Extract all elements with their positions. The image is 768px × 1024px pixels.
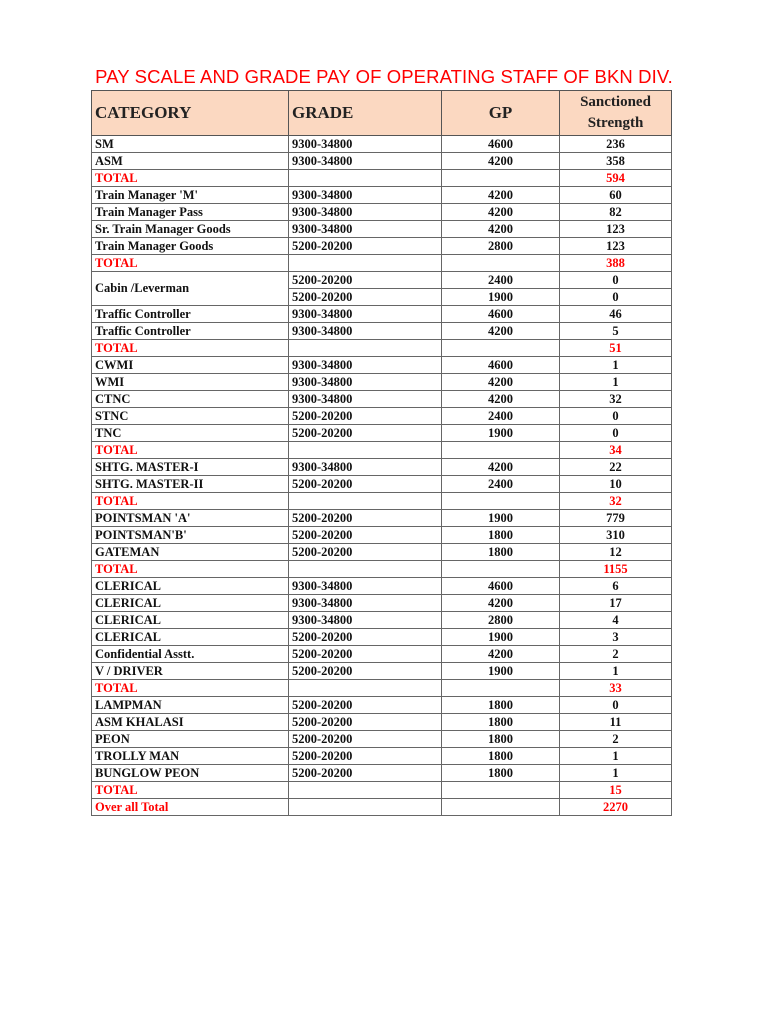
table-row (92, 663, 672, 680)
grade-cell: 9300-34800 (289, 391, 442, 408)
category-cell: TOTAL (92, 255, 289, 272)
category-cell: TROLLY MAN (92, 748, 289, 765)
category-cell: V / DRIVER (92, 663, 289, 680)
category-cell: BUNGLOW PEON (92, 765, 289, 782)
grade-cell: 9300-34800 (289, 595, 442, 612)
category-cell: ASM (92, 153, 289, 170)
gp-cell: 4200 (442, 459, 560, 476)
strength-cell: 1155 (560, 561, 672, 578)
gp-cell: 4200 (442, 595, 560, 612)
strength-cell: 0 (560, 272, 672, 289)
grade-cell (289, 799, 442, 816)
gp-cell: 1900 (442, 425, 560, 442)
grade-cell: 9300-34800 (289, 306, 442, 323)
category-cell: SHTG. MASTER-II (92, 476, 289, 493)
table-row (92, 578, 672, 595)
table-row (92, 442, 672, 459)
strength-cell: 17 (560, 595, 672, 612)
grade-cell (289, 561, 442, 578)
category-cell: TOTAL (92, 442, 289, 459)
gp-cell: 4200 (442, 187, 560, 204)
table-row (92, 646, 672, 663)
category-cell: TOTAL (92, 782, 289, 799)
grade-cell: 5200-20200 (289, 476, 442, 493)
gp-cell: 1900 (442, 663, 560, 680)
strength-cell: 388 (560, 255, 672, 272)
strength-cell: 123 (560, 238, 672, 255)
table-row (92, 391, 672, 408)
strength-cell: 358 (560, 153, 672, 170)
strength-cell: 594 (560, 170, 672, 187)
grade-cell: 5200-20200 (289, 544, 442, 561)
strength-cell: 22 (560, 459, 672, 476)
gp-cell (442, 680, 560, 697)
grade-cell (289, 442, 442, 459)
grade-cell (289, 255, 442, 272)
grade-cell: 9300-34800 (289, 578, 442, 595)
strength-cell: 34 (560, 442, 672, 459)
grade-cell: 5200-20200 (289, 425, 442, 442)
table-row (92, 612, 672, 629)
table-row (92, 204, 672, 221)
table-row (92, 765, 672, 782)
category-cell: CLERICAL (92, 629, 289, 646)
category-cell: Train Manager Pass (92, 204, 289, 221)
strength-cell: 32 (560, 493, 672, 510)
table-row (92, 731, 672, 748)
category-cell: CWMI (92, 357, 289, 374)
category-cell: Cabin /Leverman (92, 272, 289, 306)
gp-cell: 1800 (442, 748, 560, 765)
table-row (92, 527, 672, 544)
table-row (92, 629, 672, 646)
grade-cell: 9300-34800 (289, 374, 442, 391)
category-cell: Traffic Controller (92, 306, 289, 323)
category-cell: CTNC (92, 391, 289, 408)
strength-cell: 1 (560, 663, 672, 680)
gp-cell (442, 782, 560, 799)
header-sanctioned-strength (560, 91, 672, 136)
table-row (92, 323, 672, 340)
strength-cell: 32 (560, 391, 672, 408)
table-row (92, 459, 672, 476)
grade-cell: 5200-20200 (289, 663, 442, 680)
table-row (92, 153, 672, 170)
table-row (92, 799, 672, 816)
table-row (92, 476, 672, 493)
gp-cell: 4200 (442, 391, 560, 408)
grade-cell: 5200-20200 (289, 272, 442, 289)
table-body (92, 136, 672, 816)
strength-cell: 236 (560, 136, 672, 153)
grade-cell (289, 170, 442, 187)
strength-cell: 0 (560, 697, 672, 714)
strength-cell: 12 (560, 544, 672, 561)
category-cell: TOTAL (92, 340, 289, 357)
strength-cell: 0 (560, 289, 672, 306)
gp-cell: 1800 (442, 544, 560, 561)
grade-cell: 9300-34800 (289, 323, 442, 340)
gp-cell: 2800 (442, 238, 560, 255)
grade-cell: 5200-20200 (289, 646, 442, 663)
strength-cell: 51 (560, 340, 672, 357)
strength-cell: 2270 (560, 799, 672, 816)
grade-cell: 5200-20200 (289, 408, 442, 425)
grade-cell (289, 493, 442, 510)
grade-cell: 5200-20200 (289, 697, 442, 714)
table-row (92, 425, 672, 442)
category-cell: GATEMAN (92, 544, 289, 561)
grade-cell: 9300-34800 (289, 153, 442, 170)
grade-cell: 5200-20200 (289, 629, 442, 646)
strength-cell: 3 (560, 629, 672, 646)
table-row (92, 170, 672, 187)
category-cell: TOTAL (92, 493, 289, 510)
category-cell: PEON (92, 731, 289, 748)
strength-cell: 11 (560, 714, 672, 731)
category-cell: Over all Total (92, 799, 289, 816)
gp-cell: 4200 (442, 221, 560, 238)
gp-cell: 1800 (442, 731, 560, 748)
category-cell: TOTAL (92, 680, 289, 697)
category-cell: POINTSMAN'B' (92, 527, 289, 544)
grade-cell: 5200-20200 (289, 714, 442, 731)
gp-cell (442, 493, 560, 510)
table-row (92, 374, 672, 391)
strength-cell: 33 (560, 680, 672, 697)
grade-cell: 5200-20200 (289, 748, 442, 765)
table-row (92, 238, 672, 255)
grade-cell: 5200-20200 (289, 238, 442, 255)
category-cell: Sr. Train Manager Goods (92, 221, 289, 238)
table-row (92, 255, 672, 272)
table-row (92, 595, 672, 612)
strength-cell: 1 (560, 748, 672, 765)
category-cell: Traffic Controller (92, 323, 289, 340)
grade-cell: 9300-34800 (289, 136, 442, 153)
table-row (92, 306, 672, 323)
grade-cell (289, 340, 442, 357)
gp-cell: 4600 (442, 136, 560, 153)
gp-cell: 2400 (442, 272, 560, 289)
gp-cell: 2400 (442, 476, 560, 493)
category-cell: Train Manager 'M' (92, 187, 289, 204)
strength-cell: 123 (560, 221, 672, 238)
table-row (92, 357, 672, 374)
strength-cell: 4 (560, 612, 672, 629)
gp-cell: 1800 (442, 765, 560, 782)
gp-cell: 1900 (442, 629, 560, 646)
category-cell: STNC (92, 408, 289, 425)
header-grade: GRADE (289, 91, 442, 136)
gp-cell: 4200 (442, 204, 560, 221)
grade-cell: 9300-34800 (289, 612, 442, 629)
strength-cell: 15 (560, 782, 672, 799)
category-cell: TOTAL (92, 170, 289, 187)
strength-cell: 10 (560, 476, 672, 493)
header-gp: GP (442, 91, 560, 136)
strength-cell: 6 (560, 578, 672, 595)
header-strength-line1: Sanctioned (580, 94, 651, 110)
gp-cell (442, 442, 560, 459)
category-cell: POINTSMAN 'A' (92, 510, 289, 527)
table-row (92, 714, 672, 731)
category-cell: SM (92, 136, 289, 153)
gp-cell: 4200 (442, 646, 560, 663)
category-cell: TOTAL (92, 561, 289, 578)
gp-cell: 4200 (442, 323, 560, 340)
grade-cell: 5200-20200 (289, 731, 442, 748)
gp-cell: 2400 (442, 408, 560, 425)
category-cell: CLERICAL (92, 612, 289, 629)
category-cell: CLERICAL (92, 595, 289, 612)
category-cell: CLERICAL (92, 578, 289, 595)
strength-cell: 60 (560, 187, 672, 204)
header-category: CATEGORY (92, 91, 289, 136)
category-cell: SHTG. MASTER-I (92, 459, 289, 476)
page-title: PAY SCALE AND GRADE PAY OF OPERATING STAFF OF BKN DIV. (95, 66, 673, 87)
category-cell: ASM KHALASI (92, 714, 289, 731)
grade-cell: 9300-34800 (289, 221, 442, 238)
category-cell: Confidential Asstt. (92, 646, 289, 663)
grade-cell: 9300-34800 (289, 187, 442, 204)
table-row (92, 136, 672, 153)
table-row (92, 561, 672, 578)
strength-cell: 0 (560, 408, 672, 425)
strength-cell: 2 (560, 731, 672, 748)
header-strength-line2: Strength (587, 115, 644, 131)
strength-cell: 310 (560, 527, 672, 544)
table-row (92, 221, 672, 238)
grade-cell: 5200-20200 (289, 527, 442, 544)
gp-cell (442, 799, 560, 816)
strength-cell: 1 (560, 357, 672, 374)
pay-scale-table (91, 90, 672, 816)
strength-cell: 1 (560, 765, 672, 782)
gp-cell: 4200 (442, 153, 560, 170)
grade-cell: 9300-34800 (289, 357, 442, 374)
strength-cell: 82 (560, 204, 672, 221)
strength-cell: 2 (560, 646, 672, 663)
strength-cell: 46 (560, 306, 672, 323)
gp-cell: 2800 (442, 612, 560, 629)
strength-cell: 0 (560, 425, 672, 442)
table-row (92, 544, 672, 561)
gp-cell: 4600 (442, 578, 560, 595)
gp-cell (442, 561, 560, 578)
category-cell: Train Manager Goods (92, 238, 289, 255)
gp-cell (442, 255, 560, 272)
table-row (92, 748, 672, 765)
category-cell: TNC (92, 425, 289, 442)
gp-cell: 1800 (442, 527, 560, 544)
strength-cell: 779 (560, 510, 672, 527)
table-row (92, 340, 672, 357)
gp-cell: 1900 (442, 289, 560, 306)
gp-cell: 4600 (442, 357, 560, 374)
category-cell: WMI (92, 374, 289, 391)
gp-cell: 1900 (442, 510, 560, 527)
table-row (92, 408, 672, 425)
table-row (92, 493, 672, 510)
grade-cell (289, 680, 442, 697)
grade-cell: 9300-34800 (289, 204, 442, 221)
gp-cell: 4600 (442, 306, 560, 323)
gp-cell: 4200 (442, 374, 560, 391)
category-cell: LAMPMAN (92, 697, 289, 714)
grade-cell: 5200-20200 (289, 765, 442, 782)
gp-cell (442, 170, 560, 187)
table-row (92, 680, 672, 697)
strength-cell: 5 (560, 323, 672, 340)
gp-cell (442, 340, 560, 357)
gp-cell: 1800 (442, 714, 560, 731)
table-row (92, 510, 672, 527)
table-row (92, 272, 672, 289)
grade-cell: 5200-20200 (289, 289, 442, 306)
grade-cell: 5200-20200 (289, 510, 442, 527)
table-row (92, 782, 672, 799)
strength-cell: 1 (560, 374, 672, 391)
table-row (92, 187, 672, 204)
table-header-row (92, 91, 672, 136)
grade-cell (289, 782, 442, 799)
table-row (92, 697, 672, 714)
gp-cell: 1800 (442, 697, 560, 714)
grade-cell: 9300-34800 (289, 459, 442, 476)
